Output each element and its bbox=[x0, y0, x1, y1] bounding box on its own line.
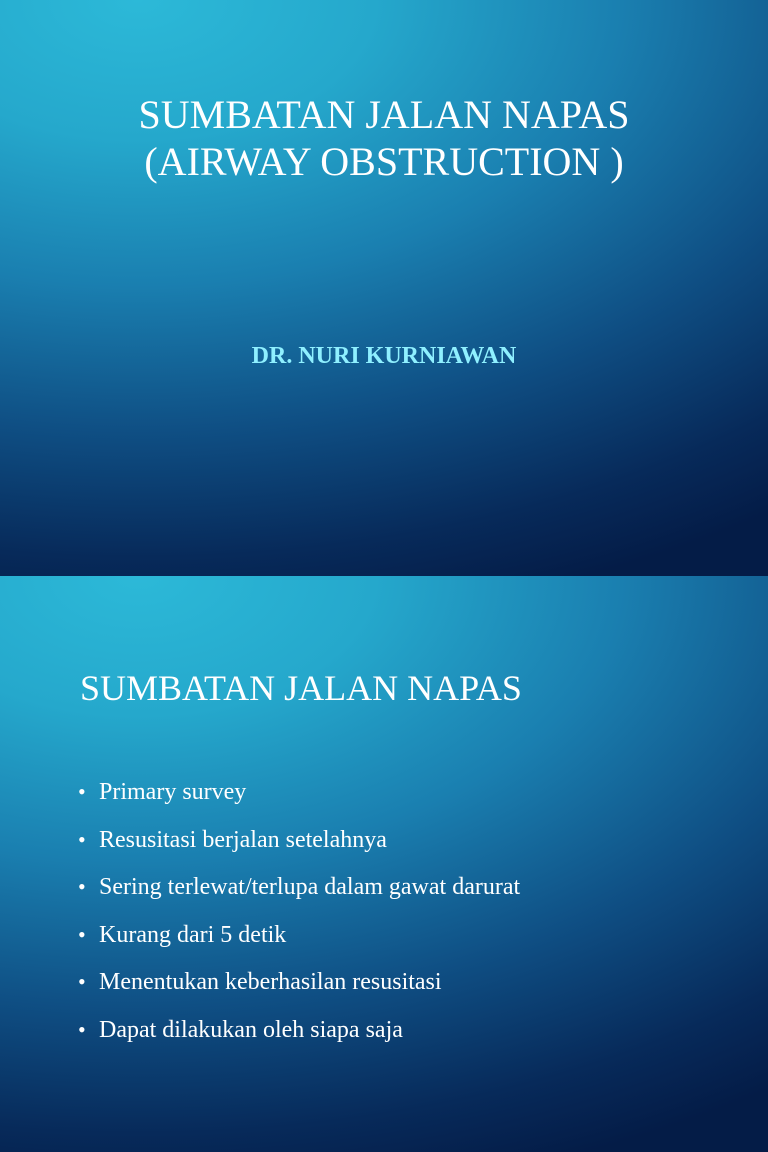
content-slide bbox=[0, 576, 768, 1152]
bullet-text: Sering terlewat/terlupa dalam gawat darurat bbox=[99, 874, 521, 900]
bullet-icon: • bbox=[78, 921, 86, 947]
slide-title-line-2: (AIRWAY OBSTRUCTION ) bbox=[144, 139, 624, 184]
bullet-text: Menentukan keberhasilan resusitasi bbox=[99, 969, 442, 995]
bullet-icon: • bbox=[78, 874, 86, 899]
slide-title-line-1: SUMBATAN JALAN NAPAS bbox=[138, 92, 630, 137]
bullet-text: Primary survey bbox=[99, 779, 247, 805]
bullet-icon: • bbox=[78, 779, 86, 804]
bullet-text: Resusitasi berjalan setelahnya bbox=[99, 826, 387, 853]
content-slide-title: SUMBATAN JALAN NAPAS bbox=[80, 668, 522, 708]
bullet-icon: • bbox=[78, 826, 86, 852]
bullet-text: Kurang dari 5 detik bbox=[99, 921, 287, 948]
bullet-text: Dapat dilakukan oleh siapa saja bbox=[99, 1016, 403, 1043]
bullet-icon: • bbox=[78, 1016, 86, 1042]
presenter-name: DR. NURI KURNIAWAN bbox=[251, 343, 517, 369]
bullet-icon: • bbox=[78, 969, 86, 994]
